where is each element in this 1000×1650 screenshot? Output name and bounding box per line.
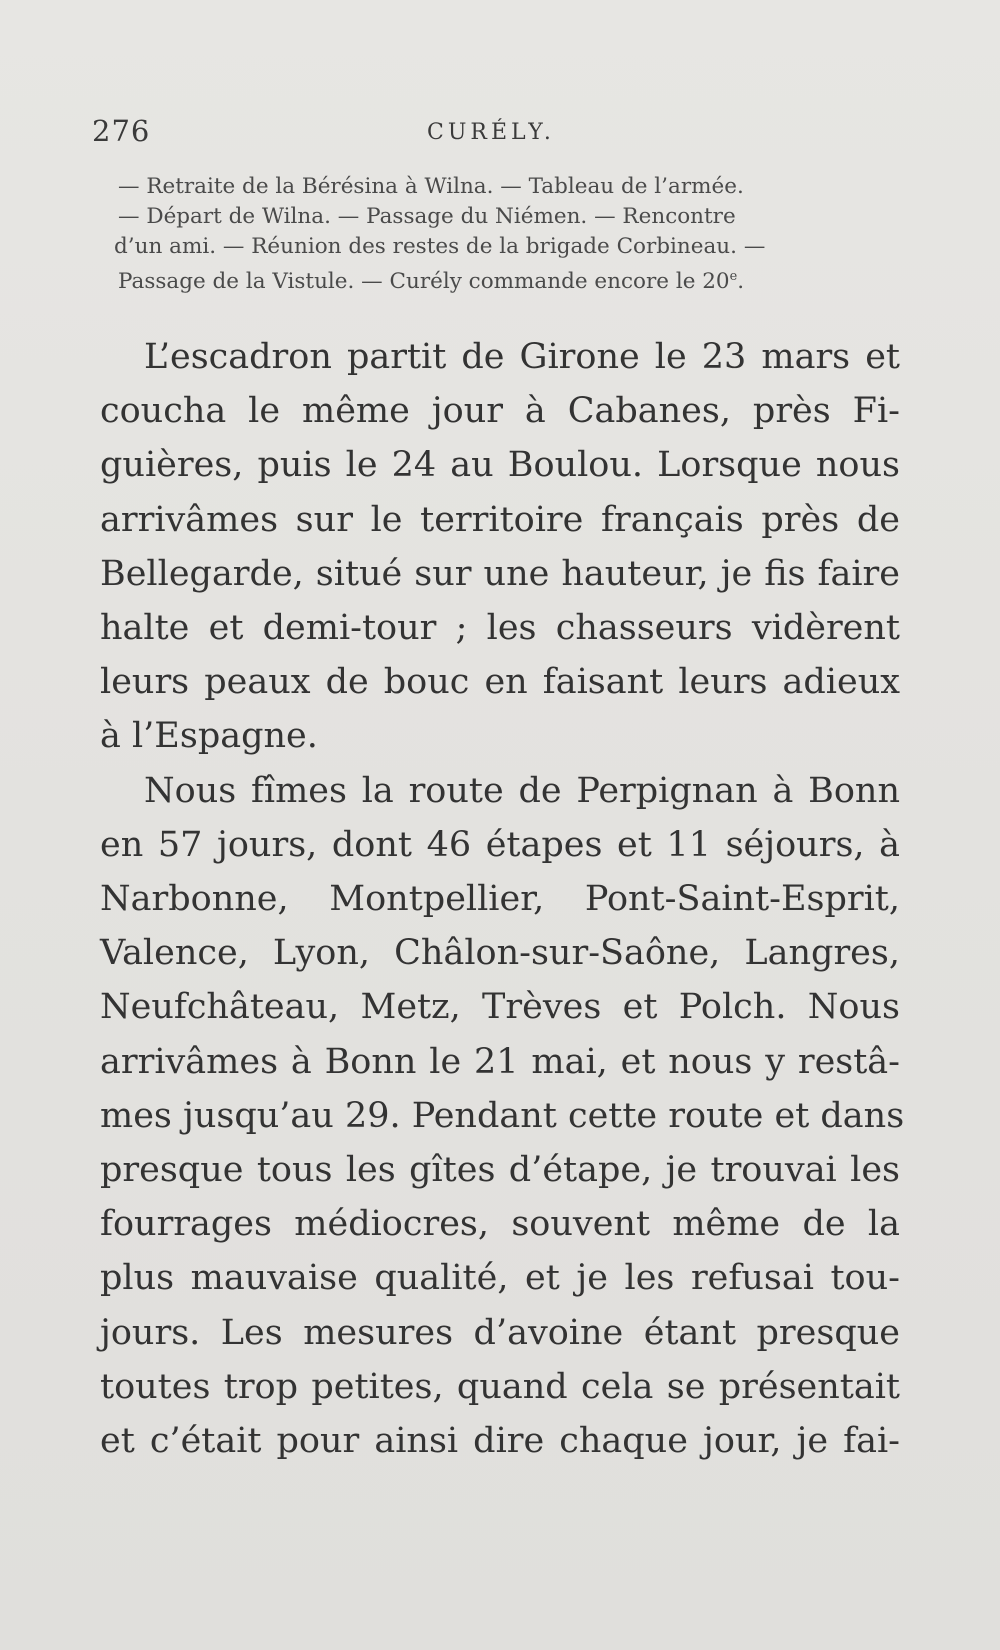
- text-line: leurs peaux de bouc en faisant leurs adieux: [100, 662, 900, 703]
- text-line: arrivâmes à Bonn le 21 mai, et nous y restâ-: [100, 1041, 900, 1082]
- summary-line: — Retraite de la Bérésina à Wilna. — Tableau de l’armée.: [118, 174, 744, 199]
- text-line: Valence, Lyon, Châlon-sur-Saône, Langres,: [100, 933, 900, 974]
- text-line: coucha le même jour à Cabanes, près Fi-: [100, 391, 900, 432]
- running-head: CURÉLY.: [427, 120, 555, 145]
- text-line: et c’était pour ainsi dire chaque jour, je fai-: [100, 1421, 900, 1462]
- summary-line: Passage de la Vistule. — Curély commande encore le 20e.: [118, 269, 745, 295]
- text-line: Narbonne, Montpellier, Pont-Saint-Esprit,: [100, 879, 900, 920]
- text-line: guières, puis le 24 au Boulou. Lorsque nous: [100, 445, 900, 486]
- text-line: halte et demi-tour ; les chasseurs vidèrent: [100, 608, 900, 649]
- text-line: jours. Les mesures d’avoine étant presque: [100, 1312, 900, 1353]
- page-number: 276: [92, 114, 151, 148]
- body-text: [100, 330, 905, 1468]
- text-line: L’escadron partit de Girone le 23 mars et: [144, 337, 900, 377]
- text-line: Bellegarde, situé sur une hauteur, je fis faire: [100, 553, 900, 594]
- text-line: Nous fîmes la route de Perpignan à Bonn: [144, 770, 900, 811]
- text-line: toutes trop petites, quand cela se présentait: [100, 1366, 900, 1407]
- summary-line: — Départ de Wilna. — Passage du Niémen. — Rencontre: [118, 204, 736, 229]
- text-line: mes jusqu’au 29. Pendant cette route et dans: [100, 1095, 905, 1136]
- summary-line: d’un ami. — Réunion des restes de la brigade Corbineau. —: [114, 234, 766, 259]
- text-line: Neufchâteau, Metz, Trèves et Polch. Nous: [100, 987, 900, 1028]
- paragraph: [100, 330, 900, 764]
- page-header: [92, 114, 892, 154]
- text-line: arrivâmes sur le territoire français près de: [100, 499, 900, 540]
- text-line: presque tous les gîtes d’étape, je trouvai les: [100, 1150, 900, 1191]
- text-line: à l’Espagne.: [100, 716, 318, 757]
- text-line: fourrages médiocres, souvent même de la: [100, 1204, 900, 1245]
- paragraph: [100, 764, 905, 1469]
- text-line: en 57 jours, dont 46 étapes et 11 séjours, à: [100, 824, 900, 865]
- chapter-summary: [114, 172, 888, 297]
- text-line: plus mauvaise qualité, et je les refusai tou-: [100, 1258, 900, 1299]
